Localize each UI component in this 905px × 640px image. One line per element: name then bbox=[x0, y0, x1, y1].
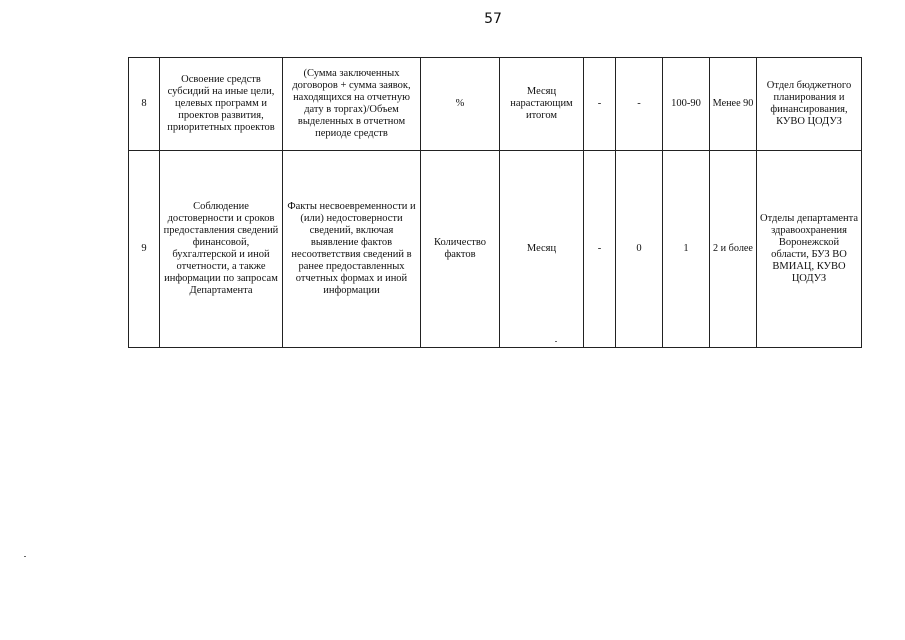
value-cell: 100-90 bbox=[663, 58, 710, 151]
formula-cell: (Сумма заключенных договоров + сумма заявок, находящихся на отчетную дату в торгах)/Объем выделенных в отчетном периоде средств bbox=[283, 58, 421, 151]
responsible-cell: Отделы департамента здравоохранения Воронежской области, БУЗ ВО ВМИАЦ, КУВО ЦОДУЗ bbox=[757, 151, 862, 348]
row-number-cell: 9 bbox=[129, 151, 160, 348]
responsible-cell: Отдел бюджетного планирования и финансирования, КУВО ЦОДУЗ bbox=[757, 58, 862, 151]
formula-cell: Факты несвоевременности и (или) недостоверности сведений, включая выявление фактов несоответствия сведений в ранее предоставленных отчетных формах и иной информации bbox=[283, 151, 421, 348]
table-row bbox=[129, 58, 862, 151]
value-cell: 2 и более bbox=[710, 151, 757, 348]
period-cell: Месяц нарастающим итогом bbox=[500, 58, 584, 151]
value-cell: Менее 90 bbox=[710, 58, 757, 151]
unit-cell: Количество фактов bbox=[421, 151, 500, 348]
value-cell: - bbox=[584, 58, 616, 151]
page-number: 57 bbox=[484, 11, 502, 27]
unit-cell: % bbox=[421, 58, 500, 151]
row-number-cell: 8 bbox=[129, 58, 160, 151]
value-cell: - bbox=[616, 58, 663, 151]
table-row bbox=[129, 151, 862, 348]
value-cell: 1 bbox=[663, 151, 710, 348]
scan-speck bbox=[555, 341, 557, 342]
value-cell: - bbox=[584, 151, 616, 348]
indicator-cell: Освоение средств субсидий на иные цели, целевых программ и проектов развития, приоритетных проектов bbox=[160, 58, 283, 151]
indicators-table bbox=[128, 57, 862, 348]
indicator-cell: Соблюдение достоверности и сроков предоставления сведений финансовой, бухгалтерской и иной отчетности, а также информации по запросам Департамента bbox=[160, 151, 283, 348]
value-cell: 0 bbox=[616, 151, 663, 348]
period-cell: Месяц bbox=[500, 151, 584, 348]
scan-speck bbox=[24, 556, 26, 557]
